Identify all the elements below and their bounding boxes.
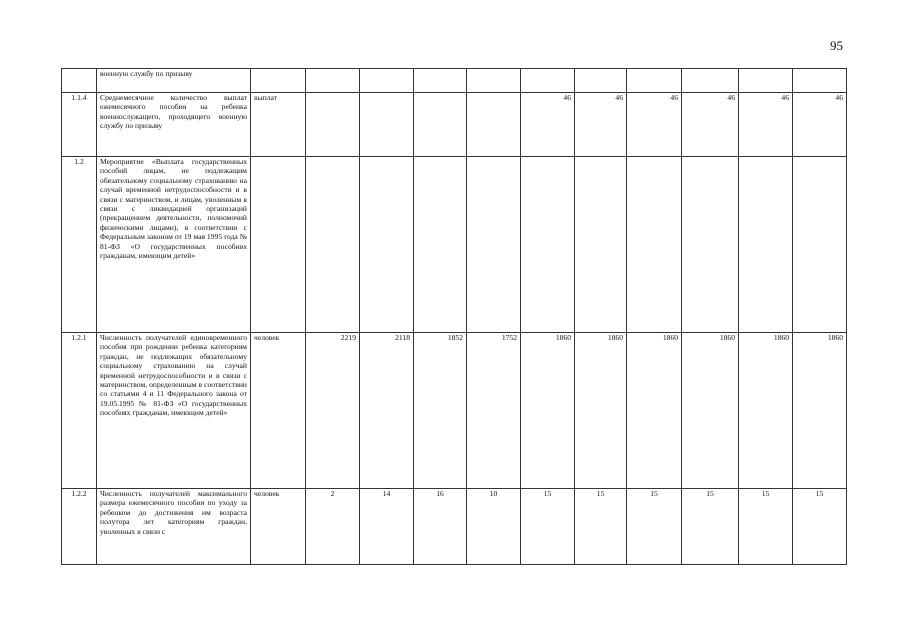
row-value xyxy=(682,69,739,93)
row-value: 2 xyxy=(306,489,360,565)
row-number: 1.1.4 xyxy=(62,93,97,157)
row-value xyxy=(360,69,414,93)
indicators-table xyxy=(61,68,847,565)
row-name: Среднемесячное количество выплат ежемесячного пособия на ребенка военнослужащего, проходящего военную службу по призыву xyxy=(97,93,251,157)
row-value: 2219 xyxy=(306,333,360,489)
row-value xyxy=(627,157,682,333)
row-value xyxy=(414,69,467,93)
row-unit xyxy=(251,157,306,333)
row-value xyxy=(306,157,360,333)
row-unit: человек xyxy=(251,489,306,565)
table-row xyxy=(62,93,847,157)
row-value xyxy=(739,157,793,333)
row-value xyxy=(360,93,414,157)
table-row xyxy=(62,69,847,93)
row-value: 10 xyxy=(467,489,521,565)
row-value xyxy=(414,93,467,157)
row-value xyxy=(739,69,793,93)
row-value xyxy=(467,93,521,157)
row-value: 15 xyxy=(793,489,847,565)
row-value xyxy=(627,69,682,93)
row-value: 46 xyxy=(793,93,847,157)
table-row xyxy=(62,157,847,333)
row-value xyxy=(682,157,739,333)
row-value: 1860 xyxy=(739,333,793,489)
row-value: 46 xyxy=(682,93,739,157)
page-number: 95 xyxy=(830,38,843,53)
row-name: военную службу по призыву xyxy=(97,69,251,93)
row-value xyxy=(793,69,847,93)
row-name: Численность получателей максимального размера ежемесячного пособия по уходу за ребенком до достижения им возраста полутора лет категориям граждан, уволенных в связи с xyxy=(97,489,251,565)
row-value xyxy=(521,157,575,333)
row-value xyxy=(467,69,521,93)
row-value: 1860 xyxy=(627,333,682,489)
row-value xyxy=(306,69,360,93)
row-value: 46 xyxy=(627,93,682,157)
row-number: 1.2 xyxy=(62,157,97,333)
row-value: 46 xyxy=(575,93,627,157)
row-value: 46 xyxy=(521,93,575,157)
row-number: 1.2.1 xyxy=(62,333,97,489)
table-row xyxy=(62,333,847,489)
row-value xyxy=(414,157,467,333)
row-name: Численность получателей единовременного пособия при рождении ребенка категориям граждан, не подлежащих обязательному социальному страхованию на случай временной нетрудоспособности и в связи с материнством, определенным в соответствии со статьями 4 и 11 Федерального закона от 19.05.1995 № 81-ФЗ «О государственных пособиях гражданам, имеющим детей» xyxy=(97,333,251,489)
row-number xyxy=(62,69,97,93)
row-value: 1752 xyxy=(467,333,521,489)
row-value xyxy=(306,93,360,157)
table-row xyxy=(62,489,847,565)
row-value: 1852 xyxy=(414,333,467,489)
row-value: 15 xyxy=(575,489,627,565)
row-value: 15 xyxy=(682,489,739,565)
row-value xyxy=(467,157,521,333)
row-value: 1860 xyxy=(521,333,575,489)
row-value: 15 xyxy=(521,489,575,565)
row-value: 1860 xyxy=(682,333,739,489)
row-value xyxy=(521,69,575,93)
row-number: 1.2.2 xyxy=(62,489,97,565)
row-name: Мероприятие «Выплата государственных пособий лицам, не подлежащим обязательному социальному страхованию на случай временной нетрудоспособности и в связи с материнством, и лицам, уволенным в связи с ликвидацией организаций (прекращением деятельности, полномочий физическими лицами), в соответствии с Федеральным законом от 19 мая 1995 года № 81-ФЗ «О государственных пособиях гражданам, имеющим детей» xyxy=(97,157,251,333)
row-value xyxy=(575,69,627,93)
row-value: 2118 xyxy=(360,333,414,489)
row-value xyxy=(360,157,414,333)
row-unit: человек xyxy=(251,333,306,489)
row-value: 15 xyxy=(739,489,793,565)
row-value: 15 xyxy=(627,489,682,565)
row-unit: выплат xyxy=(251,93,306,157)
row-value: 1860 xyxy=(793,333,847,489)
row-value xyxy=(793,157,847,333)
row-value: 16 xyxy=(414,489,467,565)
row-value xyxy=(575,157,627,333)
row-value: 46 xyxy=(739,93,793,157)
row-value: 14 xyxy=(360,489,414,565)
row-unit xyxy=(251,69,306,93)
row-value: 1860 xyxy=(575,333,627,489)
